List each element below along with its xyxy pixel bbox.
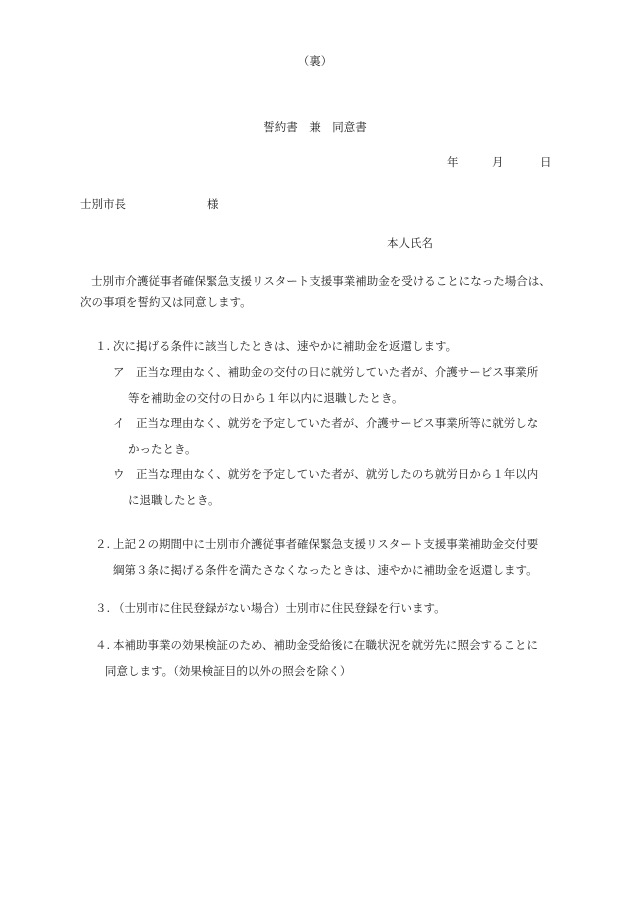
sub-item-mark: イ [113,416,125,430]
sub-item-mark: ウ [113,467,125,481]
pledge-item-3 [95,595,565,621]
item-number: ２. [95,537,111,551]
sub-item-line1: 正当な理由なく、就労を予定していた者が、介護サービス事業所等に就労しな [136,416,539,430]
addressee-honorific: 様 [207,197,219,211]
pledge-item-4 [95,632,565,684]
sub-item-line1: 正当な理由なく、補助金の交付の日に就労していた者が、介護サービス事業所 [136,365,539,379]
item-line2: 綱第３条に掲げる条件を満たさなくなったときは、速やかに補助金を返還します。 [113,563,538,577]
item-text: 次に掲げる条件に該当したときは、速やかに補助金を返還します。 [113,339,458,353]
item-line1: （士別市に住民登録がない場合）士別市に住民登録を行います。 [113,601,446,615]
date-day-label: 日 [540,155,552,169]
item-line1: 本補助事業の効果検証のため、補助金受給後に在職状況を就労先に照会することに [113,638,539,652]
intro-paragraph: 士別市介護従事者確保緊急支援リスタート支援事業補助金を受けることになった場合は、次の事項を誓約又は同意します。 [80,274,551,309]
sub-item-line1: 正当な理由なく、就労を予定していた者が、就労したのち就労日から１年以内 [136,467,539,481]
item-line1: 上記２の期間中に士別市介護従事者確保緊急支援リスタート支援事業補助金交付要 [113,537,539,551]
signer-name-label: 本人氏名 [387,236,433,250]
item-number: １. [95,339,111,353]
addressee-name: 士別市長 [80,197,126,211]
date-month-label: 月 [492,155,504,169]
page-side-mark: （裏） [297,54,333,68]
item-number: ３. [95,601,111,615]
pledge-item-1 [95,333,565,359]
document-title: 誓約書 兼 同意書 [263,120,367,134]
sub-item-mark: ア [113,365,125,379]
sub-item-line2: 等を補助金の交付の日から１年以内に退職したとき。 [128,391,404,405]
item-line2: 同意します。（効果検証目的以外の照会を除く） [105,664,352,678]
date-year-label: 年 [447,155,459,169]
sub-item-line2: かったとき。 [128,442,197,456]
sub-item-u [113,461,563,513]
item-number: ４. [95,638,111,652]
sub-item-line2: に退職したとき。 [128,493,220,507]
sub-item-a [113,359,563,411]
pledge-item-2 [95,531,565,583]
sub-item-i [113,410,563,462]
